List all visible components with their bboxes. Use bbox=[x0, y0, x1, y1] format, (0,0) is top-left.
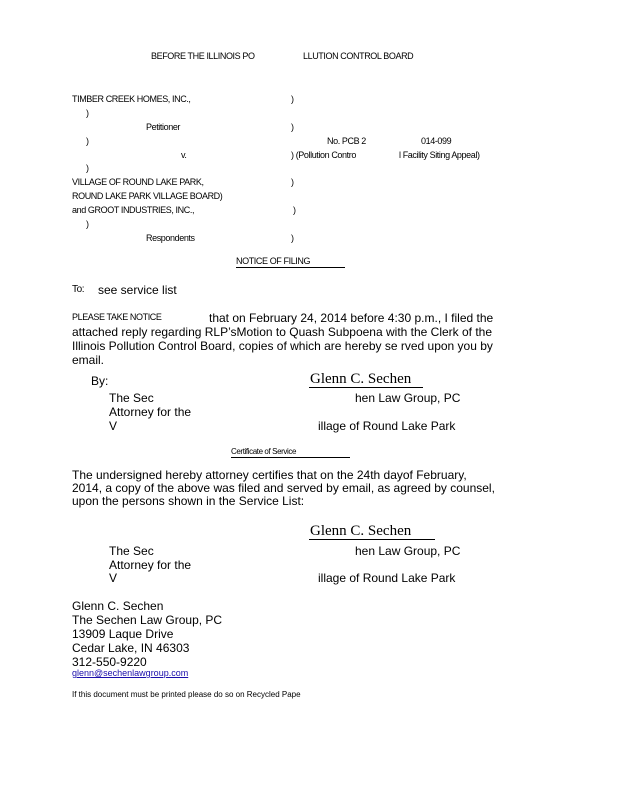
heading-part1: BEFORE THE ILLINOIS PO bbox=[151, 51, 255, 61]
to-label: To: bbox=[72, 284, 85, 295]
versus: v. bbox=[181, 150, 187, 160]
body-line-2: attached reply regarding RLP’sMotion to Quash Subpoena with the Clerk of the bbox=[72, 325, 493, 339]
by-label: By: bbox=[91, 374, 109, 388]
caption-paren: ) bbox=[86, 136, 89, 146]
firm-name-part1: The Sec bbox=[109, 544, 154, 558]
respondents-label: Respondents bbox=[146, 233, 195, 243]
firm-name-part2: hen Law Group, PC bbox=[355, 391, 461, 405]
contact-city: Cedar Lake, IN 46303 bbox=[72, 641, 190, 655]
notice-title: NOTICE OF FILING bbox=[236, 256, 311, 266]
certificate-title: Certificate of Service bbox=[231, 447, 297, 456]
caption-paren: ) bbox=[86, 219, 89, 229]
caption-paren: ) bbox=[291, 177, 294, 187]
certificate-title-underline bbox=[231, 457, 350, 458]
contact-phone: 312-550-9220 bbox=[72, 655, 147, 669]
caption-paren: ) bbox=[291, 233, 294, 243]
firm-name-part1: The Sec bbox=[109, 391, 154, 405]
body-line-4: email. bbox=[72, 353, 105, 367]
body-line-1: that on February 24, 2014 before 4:30 p.m., I filed the bbox=[209, 311, 494, 325]
caption-paren: ) bbox=[86, 108, 89, 118]
village-part2: illage of Round Lake Park bbox=[318, 571, 456, 585]
signature-name: Glenn C. Sechen bbox=[310, 371, 412, 387]
case-type-2: l Facility Siting Appeal) bbox=[399, 150, 480, 160]
contact-street: 13909 Laque Drive bbox=[72, 627, 174, 641]
respondent-1: VILLAGE OF ROUND LAKE PARK, bbox=[72, 177, 204, 187]
certificate-line-2: 2014, a copy of the above was filed and served by email, as agreed by counsel, bbox=[72, 481, 495, 495]
case-number: No. PCB 2 bbox=[327, 136, 366, 146]
contact-firm: The Sechen Law Group, PC bbox=[72, 613, 223, 627]
firm-name-part2: hen Law Group, PC bbox=[355, 544, 461, 558]
recycle-note: If this document must be printed please do so on Recycled Pape bbox=[72, 690, 301, 699]
village-part2: illage of Round Lake Park bbox=[318, 419, 456, 433]
caption-paren: ) bbox=[291, 122, 294, 132]
heading-part2: LLUTION CONTROL BOARD bbox=[303, 51, 414, 61]
case-type-1: ) (Pollution Contro bbox=[291, 150, 356, 160]
notice-title-underline bbox=[236, 267, 345, 268]
case-number-2: 014-099 bbox=[421, 136, 452, 146]
caption-paren: ) bbox=[293, 205, 296, 215]
caption-paren: ) bbox=[86, 163, 89, 173]
village-part1: V bbox=[109, 571, 118, 585]
contact-email-link[interactable]: glenn@sechenlawgroup.com bbox=[72, 668, 189, 678]
to-value: see service list bbox=[98, 283, 177, 297]
contact-name: Glenn C. Sechen bbox=[72, 599, 164, 613]
notice-lead: PLEASE TAKE NOTICE bbox=[72, 312, 162, 322]
petitioner-label: Petitioner bbox=[146, 122, 181, 132]
respondent-2: ROUND LAKE PARK VILLAGE BOARD) bbox=[72, 191, 223, 201]
respondent-3: and GROOT INDUSTRIES, INC., bbox=[72, 205, 195, 215]
signature-line bbox=[309, 387, 423, 388]
body-line-3: Illinois Pollution Control Board, copies of which are hereby se rved upon you by bbox=[72, 339, 493, 353]
attorney-for: Attorney for the bbox=[109, 558, 192, 572]
petitioner-name: TIMBER CREEK HOMES, INC., bbox=[72, 94, 191, 104]
signature-name: Glenn C. Sechen bbox=[310, 523, 412, 539]
certificate-line-3: upon the persons shown in the Service List: bbox=[72, 494, 305, 508]
attorney-for: Attorney for the bbox=[109, 405, 192, 419]
caption-paren: ) bbox=[291, 94, 294, 104]
signature-line bbox=[309, 539, 435, 540]
village-part1: V bbox=[109, 419, 118, 433]
certificate-line-1: The undersigned hereby attorney certifies that on the 24th dayof February, bbox=[72, 468, 467, 482]
